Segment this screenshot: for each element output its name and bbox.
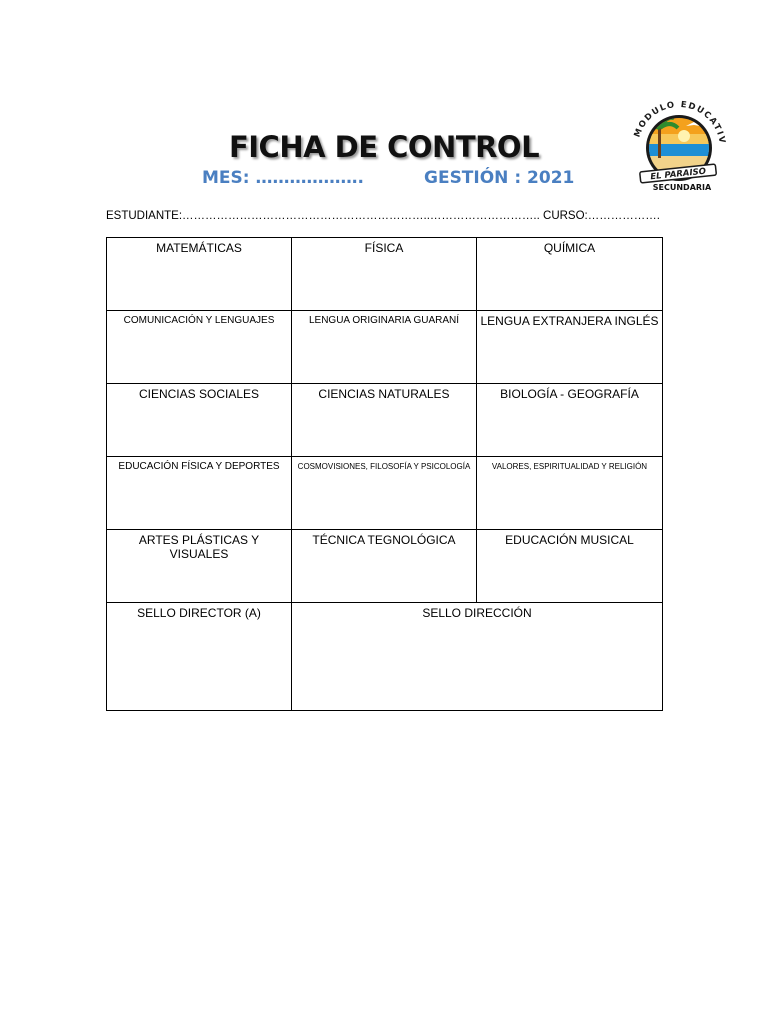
logo-caption: SECUNDARIA — [652, 183, 712, 192]
month-field: MES: ………………. — [202, 168, 364, 188]
cell-artes-plasticas: ARTES PLÁSTICAS Y VISUALES — [107, 530, 292, 603]
cell-fisica: FÍSICA — [292, 238, 477, 311]
table-row — [107, 457, 663, 530]
cell-lengua-guarani: LENGUA ORIGINARIA GUARANÍ — [292, 311, 477, 384]
cell-lengua-ingles: LENGUA EXTRANJERA INGLÉS — [477, 311, 663, 384]
cell-matematicas: MATEMÁTICAS — [107, 238, 292, 311]
cell-valores: VALORES, ESPIRITUALIDAD Y RELIGIÓN — [477, 457, 663, 530]
page-title: FICHA DE CONTROL — [228, 130, 540, 164]
logo-arc-text: MODULO EDUCATIV — [632, 99, 727, 146]
cell-educacion-musical: EDUCACIÓN MUSICAL — [477, 530, 663, 603]
cell-tecnica-tecnologica: TÉCNICA TEGNOLÓGICA — [292, 530, 477, 603]
subjects-grid — [106, 237, 663, 711]
student-course-line: ESTUDIANTE:………………………………………………………..……………………….. CURSO:………………. — [106, 210, 660, 222]
cell-sello-direccion: SELLO DIRECCIÓN — [292, 603, 663, 711]
cell-ciencias-sociales: CIENCIAS SOCIALES — [107, 384, 292, 457]
year-label: GESTIÓN : 2021 — [424, 168, 575, 188]
table-row — [107, 311, 663, 384]
cell-biologia-geografia: BIOLOGÍA - GEOGRAFÍA — [477, 384, 663, 457]
cell-cosmovisiones: COSMOVISIONES, FILOSOFÍA Y PSICOLOGÍA — [292, 457, 477, 530]
cell-ciencias-naturales: CIENCIAS NATURALES — [292, 384, 477, 457]
cell-comunicacion: COMUNICACIÓN Y LENGUAJES — [107, 311, 292, 384]
table-row — [107, 603, 663, 711]
cell-quimica: QUÍMICA — [477, 238, 663, 311]
table-row — [107, 530, 663, 603]
school-logo — [624, 92, 732, 196]
cell-sello-director: SELLO DIRECTOR (A) — [107, 603, 292, 711]
logo-banner: EL PARAISO — [649, 166, 707, 183]
table-row — [107, 384, 663, 457]
table-row — [107, 238, 663, 311]
cell-educacion-fisica: EDUCACIÓN FÍSICA Y DEPORTES — [107, 457, 292, 530]
